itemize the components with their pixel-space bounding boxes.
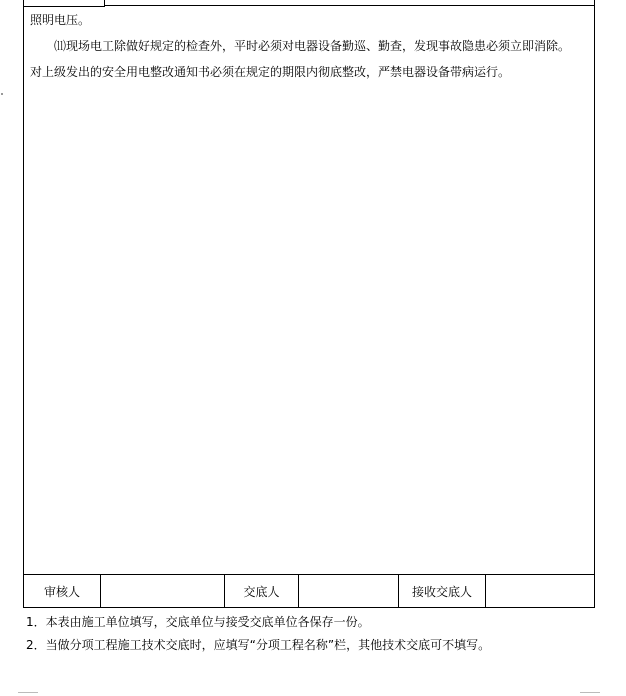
margin-mark xyxy=(1,93,3,95)
reviewer-label: 审核人 xyxy=(24,575,101,608)
receiver-field[interactable] xyxy=(486,575,594,608)
note-2: 2．当做分项工程施工技术交底时，应填写“分项工程名称”栏，其他技术交底可不填写。 xyxy=(26,638,491,652)
form-notes xyxy=(26,611,490,657)
note-1: 1．本表由施工单位填写，交底单位与接受交底单位各保存一份。 xyxy=(26,615,370,629)
reviewer-field[interactable] xyxy=(101,575,225,608)
previous-row-border xyxy=(104,5,594,6)
presenter-label: 交底人 xyxy=(225,575,299,608)
content-line-2: ⑾现场电工除做好规定的检查外，平时必须对电器设备勤巡、勤查，发现事故隐患必须立即消除。 xyxy=(54,39,571,53)
page-corner-mark-right xyxy=(580,692,600,693)
content-line-3: 对上级发出的安全用电整改通知书必须在规定的期限内彻底整改，严禁电器设备带病运行。 xyxy=(30,65,511,79)
previous-row-stub xyxy=(24,0,105,7)
receiver-label: 接收交底人 xyxy=(399,575,486,608)
page-corner-mark-left xyxy=(18,692,38,693)
disclosure-form xyxy=(23,0,595,608)
presenter-field[interactable] xyxy=(299,575,399,608)
signature-row xyxy=(24,574,594,608)
disclosure-content xyxy=(30,7,592,85)
content-line-1: 照明电压。 xyxy=(30,13,91,27)
